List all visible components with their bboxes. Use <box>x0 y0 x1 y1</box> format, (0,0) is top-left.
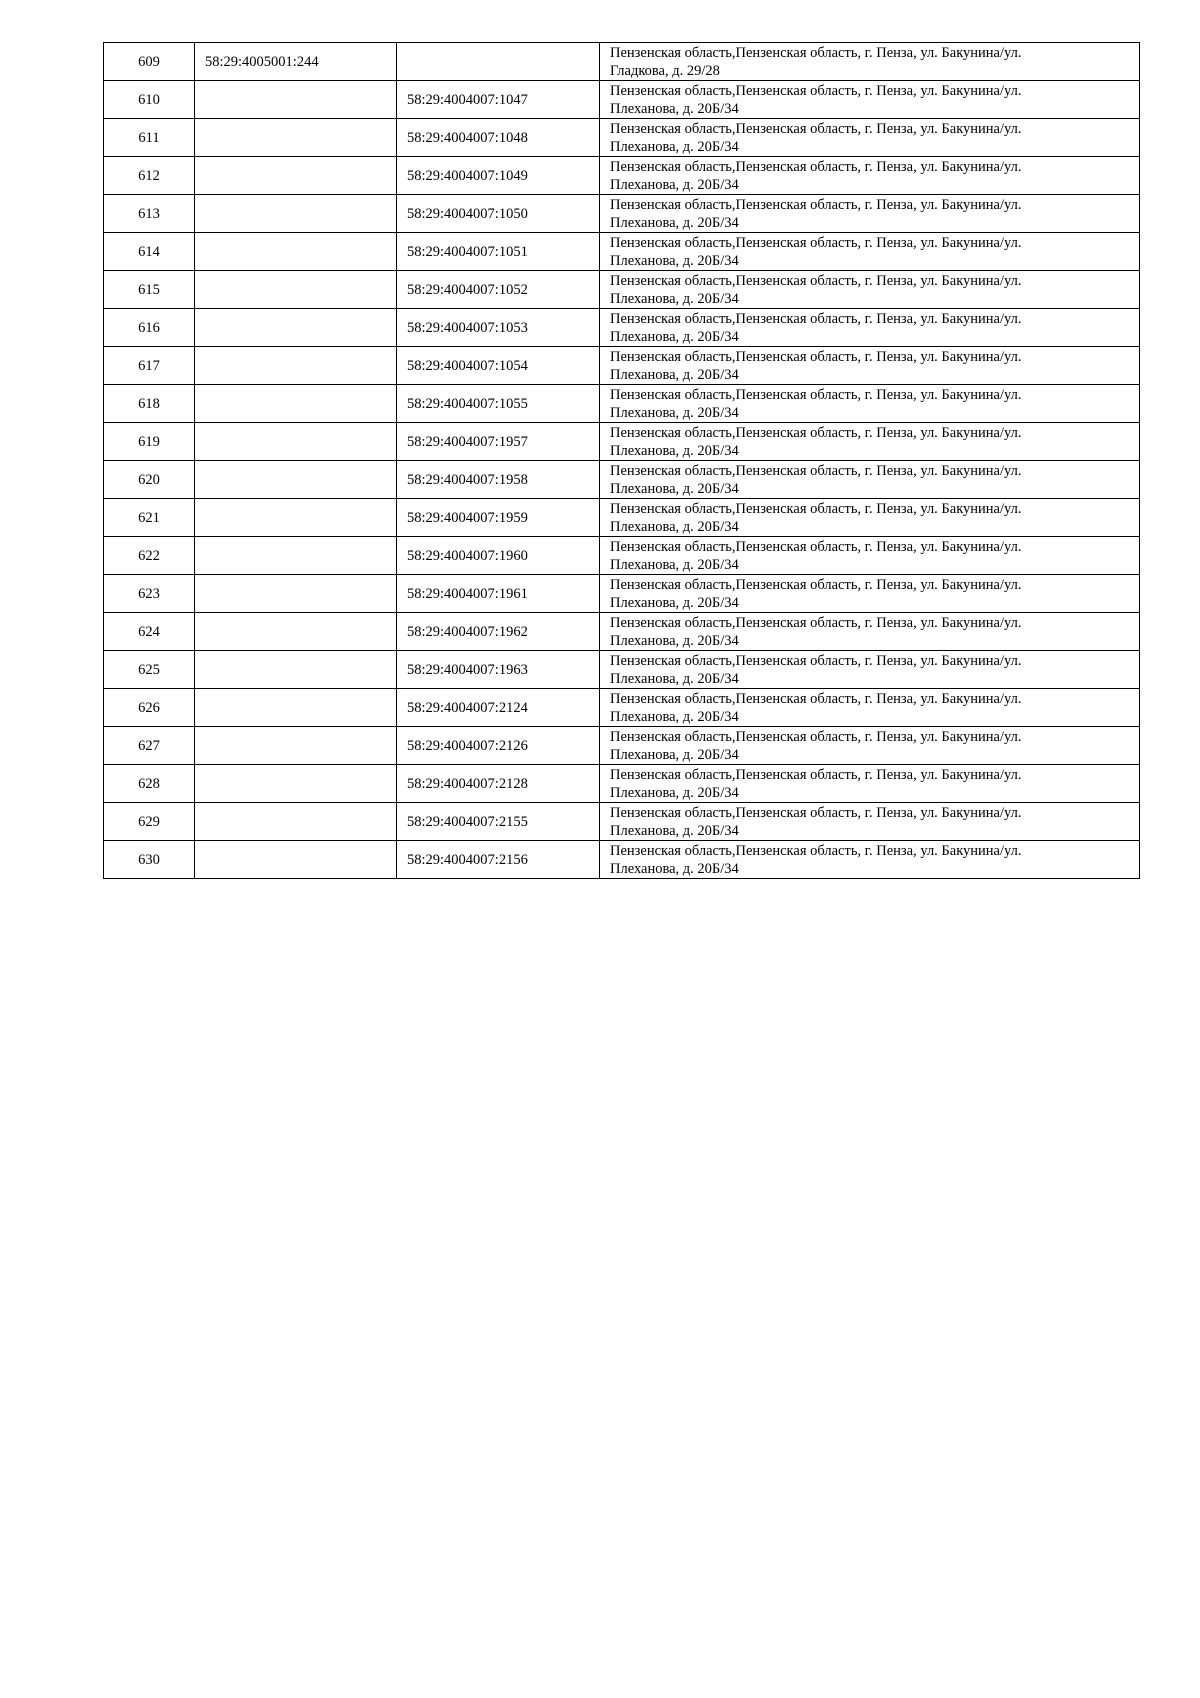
address-cell <box>600 765 1140 803</box>
address-line: Плеханова, д. 20Б/34 <box>610 632 739 649</box>
address-cell <box>600 119 1140 157</box>
cadastral-number-premises: 58:29:4004007:1961 <box>397 575 600 613</box>
cadastral-number-parcel <box>195 841 397 879</box>
cadastral-number-parcel <box>195 499 397 537</box>
cadastral-number-parcel <box>195 119 397 157</box>
row-number: 617 <box>104 347 195 385</box>
registry-sheet <box>103 42 1139 879</box>
address-line: Плеханова, д. 20Б/34 <box>610 518 739 535</box>
address-line: Плеханова, д. 20Б/34 <box>610 746 739 763</box>
row-number: 630 <box>104 841 195 879</box>
address-line: Плеханова, д. 20Б/34 <box>610 176 739 193</box>
cadastral-number-premises: 58:29:4004007:1957 <box>397 423 600 461</box>
cadastral-number-premises: 58:29:4004007:1054 <box>397 347 600 385</box>
address-line: Плеханова, д. 20Б/34 <box>610 214 739 231</box>
address-cell <box>600 727 1140 765</box>
address-line: Пензенская область,Пензенская область, г. Пенза, ул. Бакунина/ул. <box>610 120 1022 137</box>
address-cell <box>600 537 1140 575</box>
table-row <box>104 119 1140 157</box>
address-line: Плеханова, д. 20Б/34 <box>610 708 739 725</box>
address-cell <box>600 347 1140 385</box>
address-line: Плеханова, д. 20Б/34 <box>610 404 739 421</box>
table-row <box>104 43 1140 81</box>
cadastral-number-premises: 58:29:4004007:2128 <box>397 765 600 803</box>
cadastral-number-parcel <box>195 651 397 689</box>
row-number: 627 <box>104 727 195 765</box>
cadastral-number-premises: 58:29:4004007:1052 <box>397 271 600 309</box>
address-line: Пензенская область,Пензенская область, г. Пенза, ул. Бакунина/ул. <box>610 728 1022 745</box>
address-line: Пензенская область,Пензенская область, г. Пенза, ул. Бакунина/ул. <box>610 804 1022 821</box>
address-line: Пензенская область,Пензенская область, г. Пенза, ул. Бакунина/ул. <box>610 576 1022 593</box>
cadastral-number-parcel <box>195 613 397 651</box>
cadastral-number-premises: 58:29:4004007:1050 <box>397 195 600 233</box>
address-line: Плеханова, д. 20Б/34 <box>610 784 739 801</box>
address-cell <box>600 81 1140 119</box>
table-row <box>104 537 1140 575</box>
cadastral-number-parcel <box>195 309 397 347</box>
address-line: Плеханова, д. 20Б/34 <box>610 442 739 459</box>
address-line: Плеханова, д. 20Б/34 <box>610 670 739 687</box>
table-row <box>104 651 1140 689</box>
address-line: Плеханова, д. 20Б/34 <box>610 138 739 155</box>
address-line: Пензенская область,Пензенская область, г. Пенза, ул. Бакунина/ул. <box>610 614 1022 631</box>
row-number: 612 <box>104 157 195 195</box>
address-line: Пензенская область,Пензенская область, г. Пенза, ул. Бакунина/ул. <box>610 842 1022 859</box>
cadastral-number-premises: 58:29:4004007:2124 <box>397 689 600 727</box>
cadastral-number-premises: 58:29:4004007:2155 <box>397 803 600 841</box>
cadastral-number-premises: 58:29:4004007:2156 <box>397 841 600 879</box>
cadastral-number-premises: 58:29:4004007:1055 <box>397 385 600 423</box>
row-number: 623 <box>104 575 195 613</box>
table-row <box>104 195 1140 233</box>
table-row <box>104 157 1140 195</box>
address-cell <box>600 651 1140 689</box>
address-cell <box>600 43 1140 81</box>
cadastral-number-premises: 58:29:4004007:1051 <box>397 233 600 271</box>
address-line: Пензенская область,Пензенская область, г. Пенза, ул. Бакунина/ул. <box>610 538 1022 555</box>
table-row <box>104 613 1140 651</box>
cadastral-number-parcel <box>195 461 397 499</box>
cadastral-number-premises: 58:29:4004007:1960 <box>397 537 600 575</box>
address-line: Плеханова, д. 20Б/34 <box>610 366 739 383</box>
row-number: 616 <box>104 309 195 347</box>
cadastral-number-premises: 58:29:4004007:1962 <box>397 613 600 651</box>
cadastral-number-parcel <box>195 195 397 233</box>
registry-table <box>103 42 1140 879</box>
row-number: 629 <box>104 803 195 841</box>
table-row <box>104 81 1140 119</box>
row-number: 625 <box>104 651 195 689</box>
address-line: Плеханова, д. 20Б/34 <box>610 100 739 117</box>
cadastral-number-parcel <box>195 689 397 727</box>
address-line: Пензенская область,Пензенская область, г. Пенза, ул. Бакунина/ул. <box>610 500 1022 517</box>
cadastral-number-parcel <box>195 575 397 613</box>
table-row <box>104 423 1140 461</box>
address-cell <box>600 841 1140 879</box>
address-line: Пензенская область,Пензенская область, г. Пенза, ул. Бакунина/ул. <box>610 196 1022 213</box>
address-line: Плеханова, д. 20Б/34 <box>610 290 739 307</box>
address-line: Пензенская область,Пензенская область, г. Пенза, ул. Бакунина/ул. <box>610 386 1022 403</box>
table-row <box>104 575 1140 613</box>
address-cell <box>600 157 1140 195</box>
cadastral-number-parcel <box>195 727 397 765</box>
address-line: Пензенская область,Пензенская область, г. Пенза, ул. Бакунина/ул. <box>610 234 1022 251</box>
address-line: Плеханова, д. 20Б/34 <box>610 822 739 839</box>
cadastral-number-parcel <box>195 765 397 803</box>
row-number: 619 <box>104 423 195 461</box>
table-row <box>104 271 1140 309</box>
address-line: Плеханова, д. 20Б/34 <box>610 328 739 345</box>
cadastral-number-premises <box>397 43 600 81</box>
row-number: 626 <box>104 689 195 727</box>
address-line: Пензенская область,Пензенская область, г. Пенза, ул. Бакунина/ул. <box>610 310 1022 327</box>
address-cell <box>600 423 1140 461</box>
address-line: Плеханова, д. 20Б/34 <box>610 480 739 497</box>
table-row <box>104 385 1140 423</box>
row-number: 628 <box>104 765 195 803</box>
address-cell <box>600 309 1140 347</box>
row-number: 624 <box>104 613 195 651</box>
row-number: 622 <box>104 537 195 575</box>
cadastral-number-premises: 58:29:4004007:1047 <box>397 81 600 119</box>
cadastral-number-parcel <box>195 233 397 271</box>
cadastral-number-parcel <box>195 81 397 119</box>
cadastral-number-parcel <box>195 423 397 461</box>
table-row <box>104 233 1140 271</box>
table-row <box>104 803 1140 841</box>
cadastral-number-parcel <box>195 347 397 385</box>
address-line: Пензенская область,Пензенская область, г. Пенза, ул. Бакунина/ул. <box>610 348 1022 365</box>
row-number: 621 <box>104 499 195 537</box>
address-line: Плеханова, д. 20Б/34 <box>610 594 739 611</box>
row-number: 615 <box>104 271 195 309</box>
table-row <box>104 765 1140 803</box>
row-number: 610 <box>104 81 195 119</box>
table-row <box>104 499 1140 537</box>
table-row <box>104 309 1140 347</box>
cadastral-number-premises: 58:29:4004007:1959 <box>397 499 600 537</box>
table-row <box>104 841 1140 879</box>
address-cell <box>600 233 1140 271</box>
row-number: 609 <box>104 43 195 81</box>
cadastral-number-parcel: 58:29:4005001:244 <box>195 43 397 81</box>
row-number: 611 <box>104 119 195 157</box>
address-line: Пензенская область,Пензенская область, г. Пенза, ул. Бакунина/ул. <box>610 766 1022 783</box>
address-line: Пензенская область,Пензенская область, г. Пенза, ул. Бакунина/ул. <box>610 158 1022 175</box>
address-cell <box>600 689 1140 727</box>
address-line: Пензенская область,Пензенская область, г. Пенза, ул. Бакунина/ул. <box>610 652 1022 669</box>
row-number: 613 <box>104 195 195 233</box>
address-cell <box>600 195 1140 233</box>
table-row <box>104 347 1140 385</box>
cadastral-number-parcel <box>195 271 397 309</box>
cadastral-number-premises: 58:29:4004007:2126 <box>397 727 600 765</box>
address-cell <box>600 461 1140 499</box>
address-line: Пензенская область,Пензенская область, г. Пенза, ул. Бакунина/ул. <box>610 44 1022 61</box>
address-line: Пензенская область,Пензенская область, г. Пенза, ул. Бакунина/ул. <box>610 82 1022 99</box>
address-cell <box>600 575 1140 613</box>
cadastral-number-parcel <box>195 385 397 423</box>
address-line: Пензенская область,Пензенская область, г. Пенза, ул. Бакунина/ул. <box>610 690 1022 707</box>
address-line: Плеханова, д. 20Б/34 <box>610 860 739 877</box>
row-number: 614 <box>104 233 195 271</box>
registry-table-body <box>104 43 1140 879</box>
cadastral-number-premises: 58:29:4004007:1958 <box>397 461 600 499</box>
cadastral-number-premises: 58:29:4004007:1053 <box>397 309 600 347</box>
cadastral-number-parcel <box>195 803 397 841</box>
address-line: Плеханова, д. 20Б/34 <box>610 556 739 573</box>
table-row <box>104 689 1140 727</box>
address-cell <box>600 271 1140 309</box>
address-line: Пензенская область,Пензенская область, г. Пенза, ул. Бакунина/ул. <box>610 462 1022 479</box>
address-cell <box>600 499 1140 537</box>
address-line: Пензенская область,Пензенская область, г. Пенза, ул. Бакунина/ул. <box>610 272 1022 289</box>
row-number: 620 <box>104 461 195 499</box>
address-cell <box>600 613 1140 651</box>
cadastral-number-premises: 58:29:4004007:1048 <box>397 119 600 157</box>
address-line: Плеханова, д. 20Б/34 <box>610 252 739 269</box>
address-line: Пензенская область,Пензенская область, г. Пенза, ул. Бакунина/ул. <box>610 424 1022 441</box>
cadastral-number-parcel <box>195 537 397 575</box>
table-row <box>104 461 1140 499</box>
address-cell <box>600 803 1140 841</box>
cadastral-number-parcel <box>195 157 397 195</box>
address-cell <box>600 385 1140 423</box>
cadastral-number-premises: 58:29:4004007:1963 <box>397 651 600 689</box>
address-line: Гладкова, д. 29/28 <box>610 62 720 79</box>
row-number: 618 <box>104 385 195 423</box>
table-row <box>104 727 1140 765</box>
cadastral-number-premises: 58:29:4004007:1049 <box>397 157 600 195</box>
